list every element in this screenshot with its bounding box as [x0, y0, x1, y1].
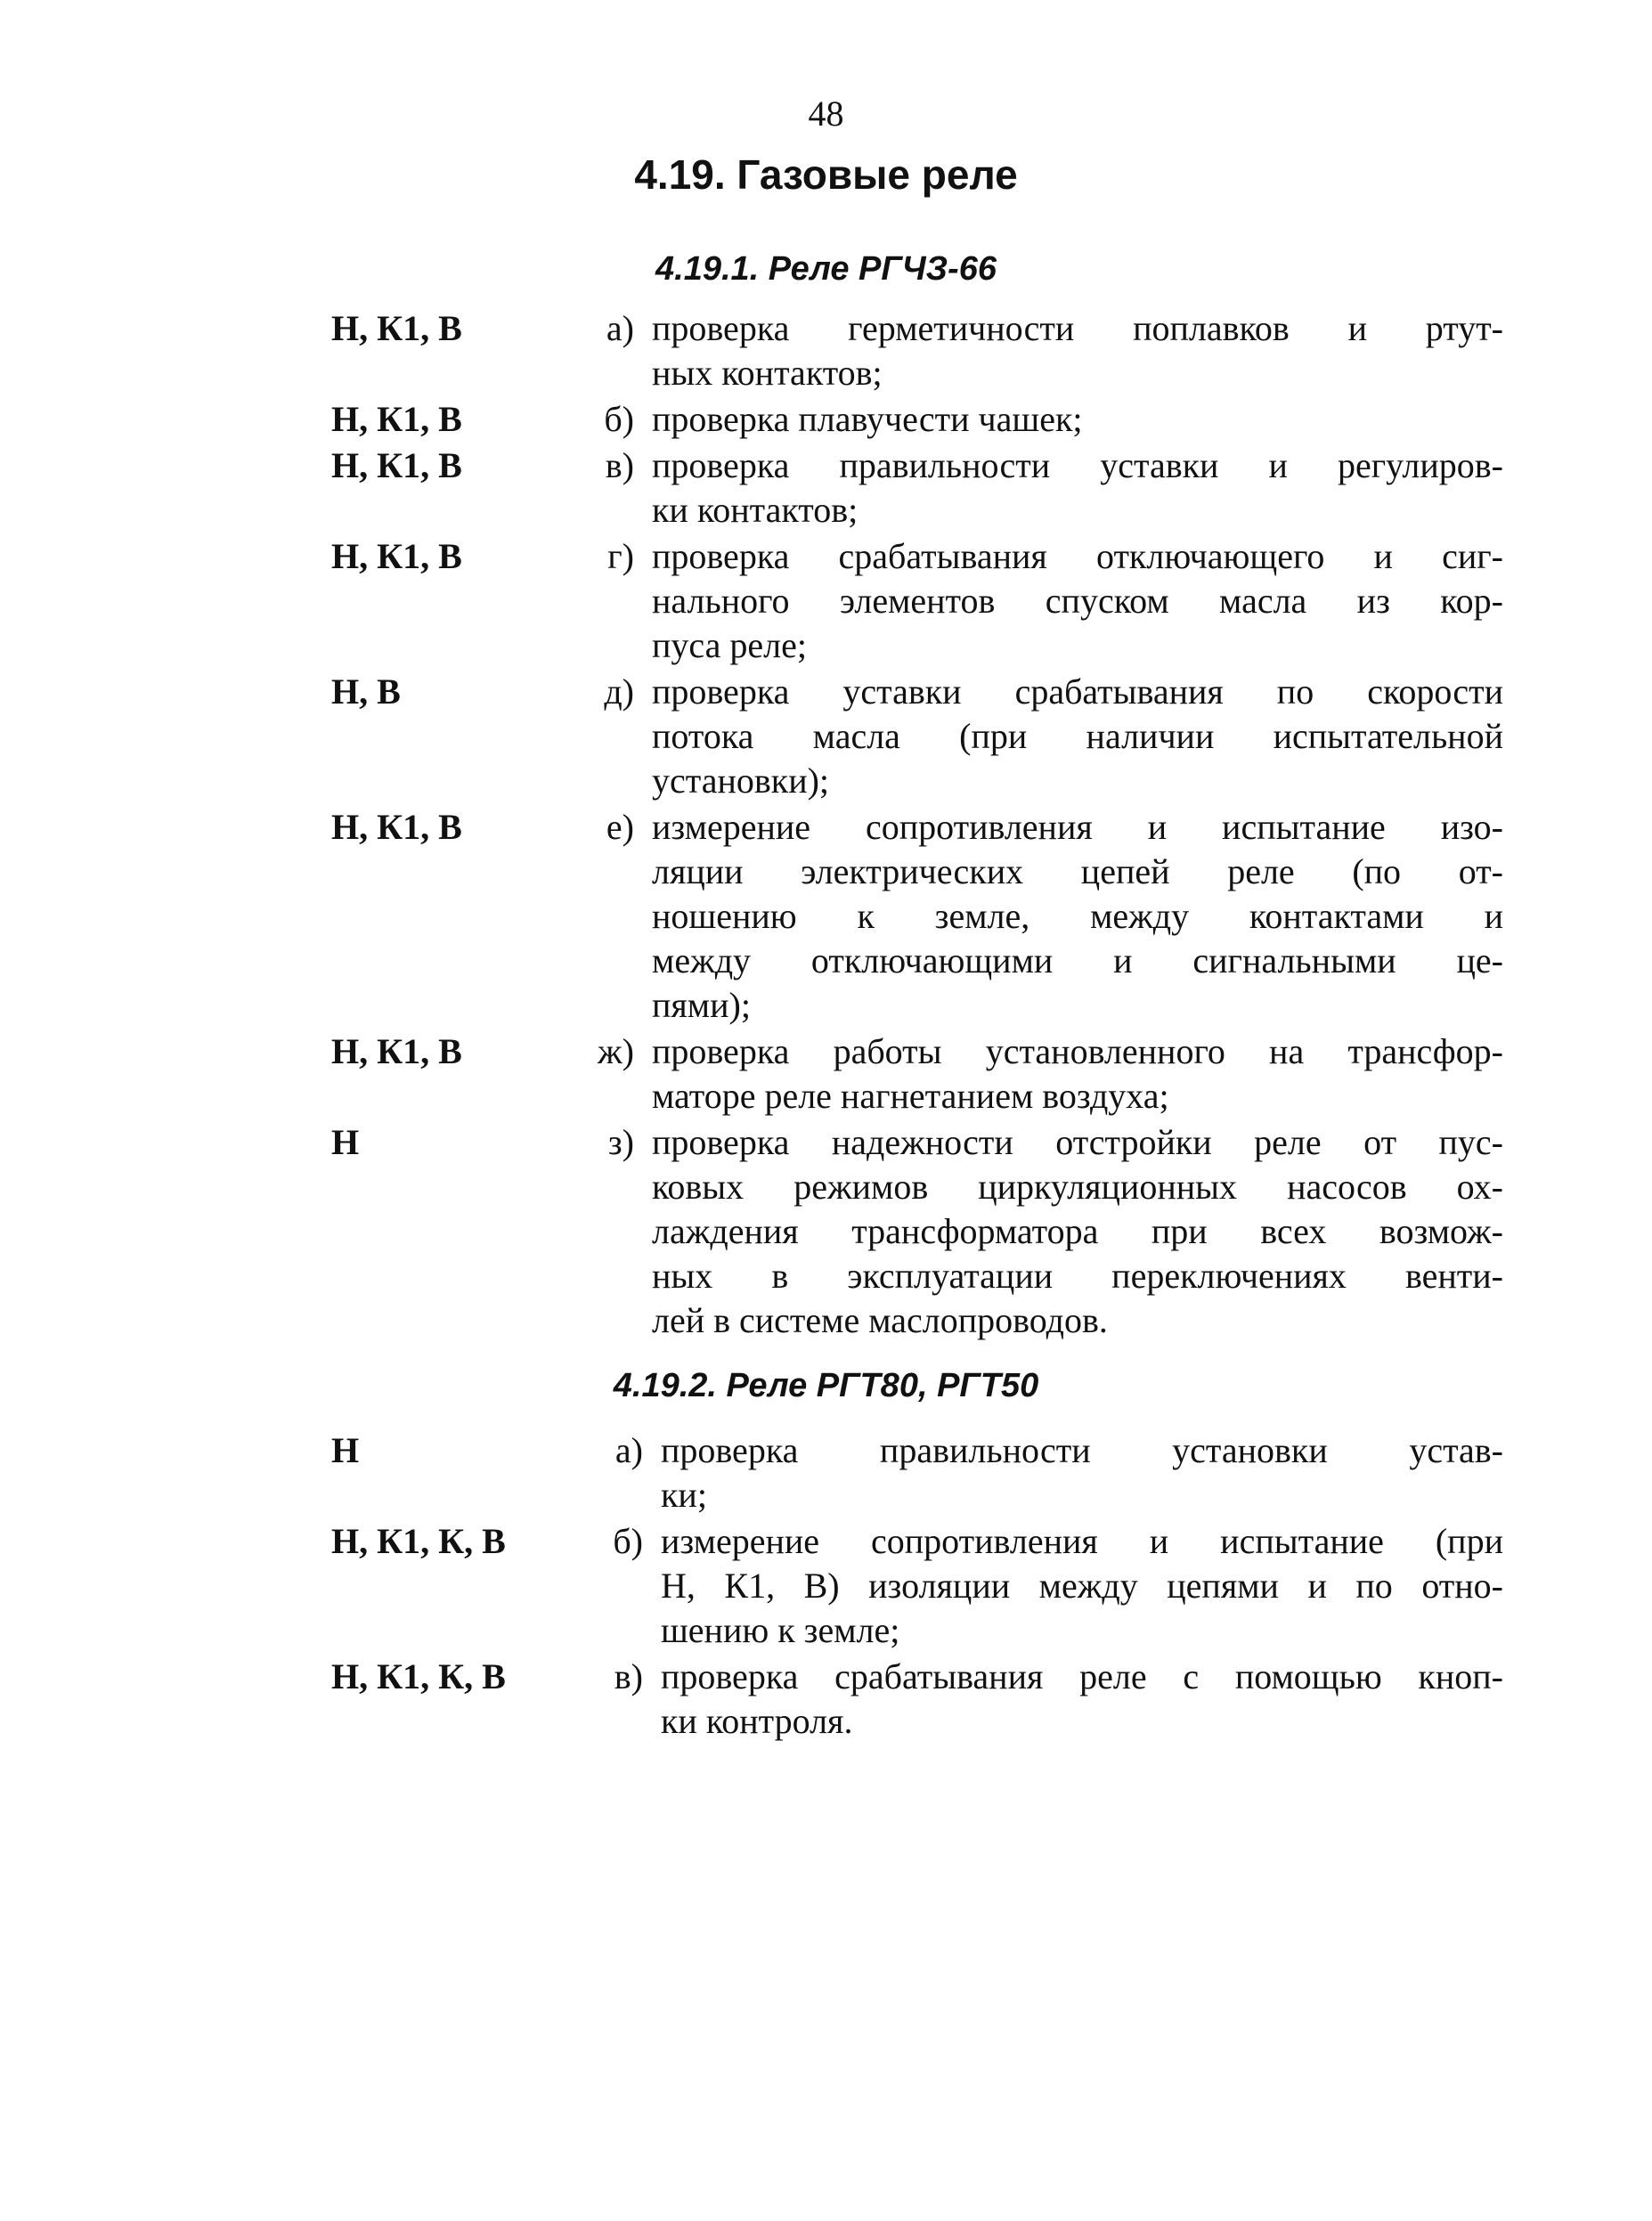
- list-item: [0, 306, 1652, 395]
- subsection-title: 4.19.1. Реле РГЧЗ-66: [655, 250, 997, 288]
- item-text-line: ляции электрических цепей реле (по от-: [652, 851, 1503, 891]
- item-text-line: ных контактов;: [652, 353, 883, 393]
- inspection-code: Н: [331, 1122, 360, 1162]
- item-text-line: ношению к земле, между контактами и: [652, 896, 1503, 936]
- item-text-line: ки контактов;: [652, 490, 859, 530]
- item-text-line: проверка срабатывания отключающего и сиг-: [652, 536, 1503, 576]
- page-number: 48: [808, 94, 844, 134]
- inspection-code: Н, К1, В: [331, 1031, 462, 1071]
- item-text-line: между отключающими и сигнальными це-: [652, 940, 1503, 980]
- list-item: [0, 1655, 1652, 1744]
- item-letter: б): [613, 1521, 643, 1561]
- item-text: [652, 306, 1503, 395]
- item-text: [652, 805, 1503, 1028]
- item-text-line: ковых режимов циркуляционных насосов ох-: [652, 1167, 1503, 1207]
- item-text: [652, 397, 1503, 442]
- list-item: [0, 443, 1652, 533]
- inspection-code: Н, К1, К, В: [331, 1656, 506, 1696]
- item-text-line: проверка герметичности поплавков и ртут-: [652, 308, 1503, 348]
- item-letter: а): [606, 308, 634, 348]
- inspection-code: Н, В: [331, 671, 401, 712]
- item-text: [661, 1655, 1503, 1744]
- item-letter: в): [605, 445, 634, 485]
- item-text-line: проверка плавучести чашек;: [652, 399, 1083, 439]
- item-text-line: проверка правильности уставки и регулиров-: [652, 445, 1503, 485]
- section-title: 4.19. Газовые реле: [634, 151, 1018, 198]
- list-item: [0, 805, 1652, 1028]
- item-text-line: проверка уставки срабатывания по скорости: [652, 671, 1503, 712]
- item-letter: ж): [598, 1031, 634, 1071]
- checklist: [0, 306, 1652, 1343]
- item-text-line: установки);: [652, 761, 830, 801]
- item-text-line: Н, К1, В) изоляции между цепями и по отно-: [661, 1566, 1503, 1606]
- list-item: [0, 1519, 1652, 1653]
- inspection-code: Н, К1, В: [331, 807, 462, 847]
- item-text: [652, 670, 1503, 803]
- item-text-line: пуса реле;: [652, 625, 807, 665]
- subsection-title: 4.19.2. Реле РГТ80, РГТ50: [613, 1367, 1039, 1404]
- list-item: [0, 1029, 1652, 1119]
- item-text: [661, 1519, 1503, 1653]
- item-text-line: маторе реле нагнетанием воздуха;: [652, 1076, 1169, 1116]
- item-text-line: лей в системе маслопроводов.: [652, 1300, 1108, 1340]
- item-text-line: лаждения трансформатора при всех возмож-: [652, 1211, 1503, 1251]
- list-item: [0, 534, 1652, 668]
- item-text-line: измерение сопротивления и испытание изо-: [652, 807, 1503, 847]
- inspection-code: Н, К1, В: [331, 399, 462, 439]
- item-text: [652, 1029, 1503, 1119]
- item-text-line: шению к земле;: [661, 1610, 900, 1650]
- list-item: [0, 670, 1652, 803]
- inspection-code: Н, К1, В: [331, 308, 462, 348]
- list-item: [0, 1120, 1652, 1343]
- list-item: [0, 397, 1652, 442]
- item-text-line: проверка правильности установки устав-: [661, 1430, 1503, 1470]
- item-text-line: ки;: [661, 1475, 707, 1515]
- item-letter: д): [604, 671, 634, 712]
- item-text-line: ки контроля.: [661, 1701, 853, 1741]
- item-text-line: ных в эксплуатации переключениях венти-: [652, 1256, 1503, 1296]
- inspection-code: Н: [331, 1430, 360, 1470]
- list-item: [0, 1428, 1652, 1517]
- item-letter: е): [606, 807, 634, 847]
- checklist: [0, 1428, 1652, 1744]
- inspection-code: Н, К1, В: [331, 536, 462, 576]
- inspection-code: Н, К1, К, В: [331, 1521, 506, 1561]
- item-text: [652, 443, 1503, 533]
- item-text: [661, 1428, 1503, 1517]
- item-text-line: пями);: [652, 985, 751, 1025]
- item-text: [652, 534, 1503, 668]
- item-text: [652, 1120, 1503, 1343]
- inspection-code: Н, К1, В: [331, 445, 462, 485]
- item-text-line: проверка срабатывания реле с помощью кноп-: [661, 1656, 1503, 1696]
- item-letter: з): [607, 1122, 634, 1162]
- item-letter: а): [614, 1430, 643, 1470]
- item-text-line: проверка работы установленного на трансфор-: [652, 1031, 1503, 1071]
- item-text-line: нального элементов спуском масла из кор-: [652, 581, 1503, 621]
- item-letter: в): [614, 1656, 643, 1696]
- item-letter: г): [607, 536, 634, 576]
- item-letter: б): [604, 399, 634, 439]
- item-text-line: проверка надежности отстройки реле от пус-: [652, 1122, 1503, 1162]
- item-text-line: потока масла (при наличии испытательной: [652, 716, 1503, 756]
- item-text-line: измерение сопротивления и испытание (при: [661, 1521, 1503, 1561]
